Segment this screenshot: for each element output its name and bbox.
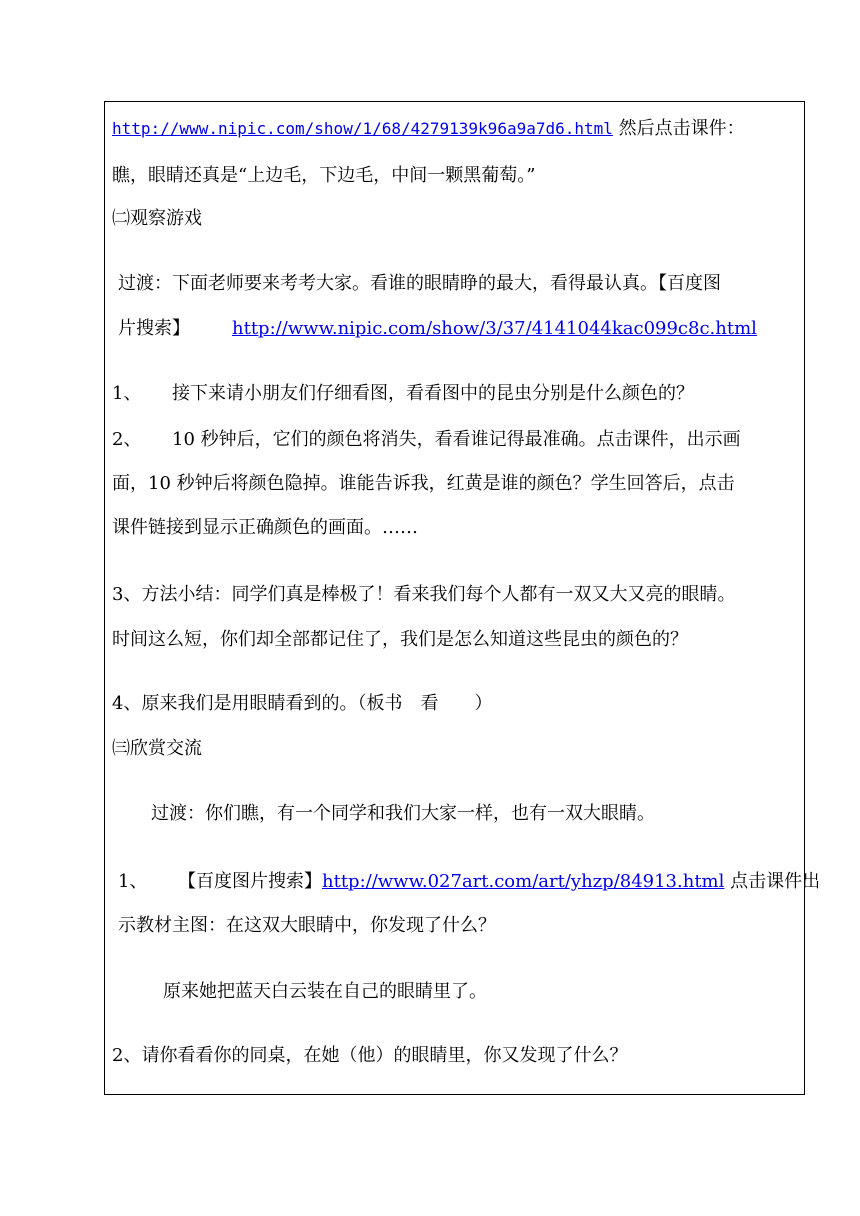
- doc-line: 课件链接到显示正确颜色的画面。……: [112, 517, 418, 538]
- nipic-link-1[interactable]: http://www.nipic.com/show/1/68/4279139k96a9a7d6.html: [112, 119, 613, 138]
- doc-text: 【百度图片搜索】: [178, 871, 322, 892]
- doc-text: 点击课件出: [724, 871, 821, 892]
- list-item: [112, 382, 694, 406]
- list-item: [118, 870, 820, 894]
- doc-line: 面，10 秒钟后将颜色隐掉。谁能告诉我，红黄是谁的颜色？学生回答后，点击: [112, 473, 735, 494]
- doc-line: 瞧，眼睛还真是“上边毛，下边毛，中间一颗黑葡萄。”: [112, 165, 536, 186]
- doc-line: 3、方法小结：同学们真是棒极了！看来我们每个人都有一双又大又亮的眼睛。: [112, 584, 736, 605]
- doc-line: 4、原来我们是用眼睛看到的。（板书 看 ）: [112, 693, 493, 714]
- nipic-link-2[interactable]: http://www.nipic.com/show/3/37/4141044kac099c8c.html: [232, 318, 757, 339]
- doc-line: 示教材主图：在这双大眼睛中，你发现了什么？: [118, 915, 496, 936]
- doc-text: 然后点击课件：: [612, 118, 745, 139]
- doc-text: 片搜索】: [118, 318, 190, 339]
- section-heading-observe-game: ㈡观察游戏: [112, 208, 202, 229]
- doc-line: 过渡：你们瞧，有一个同学和我们大家一样，也有一双大眼睛。: [151, 803, 655, 824]
- doc-line: 时间这么短，你们却全部都记住了，我们是怎么知道这些昆虫的颜色的？: [112, 629, 688, 650]
- item-text: 10 秒钟后，它们的颜色将消失，看看谁记得最准确。点击课件，出示画: [172, 429, 741, 450]
- doc-line: 2、请你看看你的同桌，在她（他）的眼睛里，你又发现了什么？: [112, 1045, 628, 1066]
- list-item: [112, 428, 741, 452]
- doc-line: [112, 117, 745, 141]
- item-number: 1、: [112, 383, 142, 404]
- doc-line: 原来她把蓝天白云装在自己的眼睛里了。: [163, 981, 487, 1002]
- item-text: 接下来请小朋友们仔细看图，看看图中的昆虫分别是什么颜色的？: [172, 383, 694, 404]
- 027art-link[interactable]: http://www.027art.com/art/yhzp/84913.html: [322, 871, 725, 892]
- item-number: 1、: [118, 871, 148, 892]
- doc-line: 过渡：下面老师要来考考大家。看谁的眼睛睁的最大，看得最认真。【百度图: [118, 273, 721, 294]
- doc-line: [118, 317, 757, 341]
- item-number: 2、: [112, 429, 142, 450]
- section-heading-appreciation: ㈢欣赏交流: [112, 738, 202, 759]
